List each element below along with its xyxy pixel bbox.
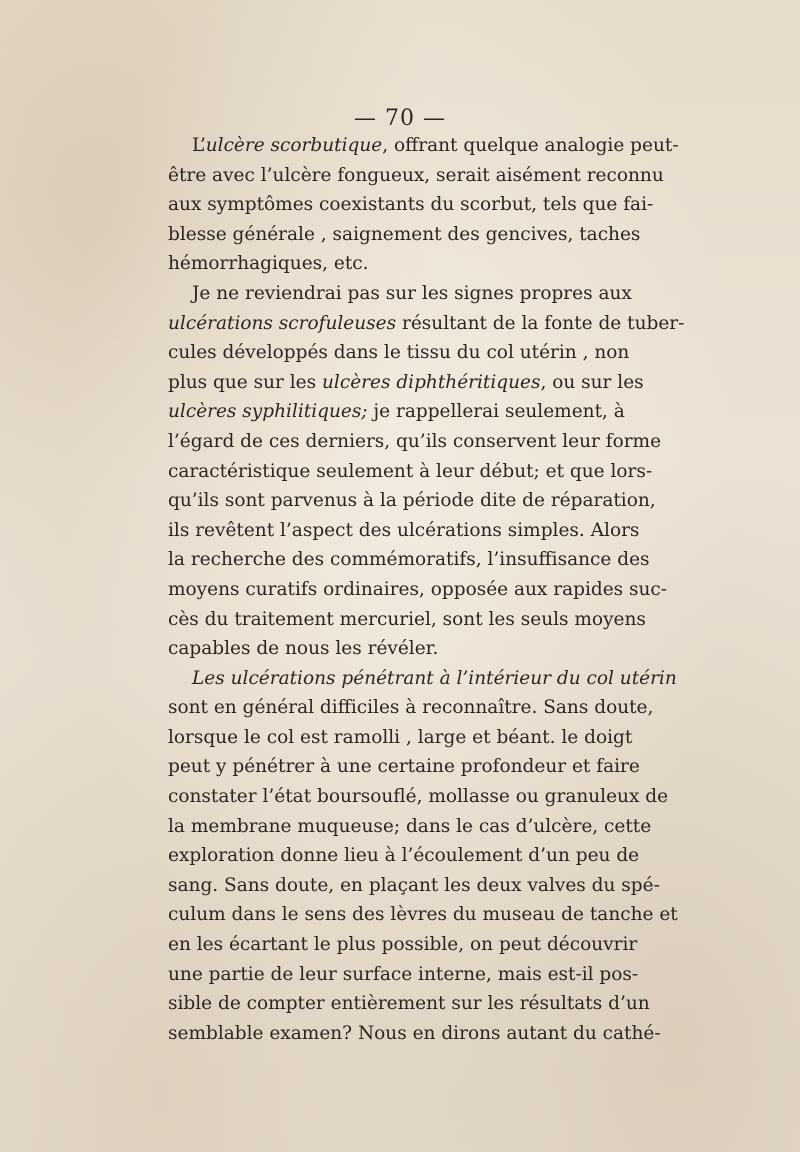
text-run: sible de compter entièrement sur les résultats d’un	[168, 993, 650, 1015]
text-line	[168, 545, 650, 575]
italic-text: ulcères syphilitiques;	[168, 401, 368, 423]
text-run: en les écartant le plus possible, on peut découvrir	[168, 934, 638, 956]
text-line	[168, 309, 685, 339]
text-run: aux symptômes coexistants du scorbut, tels que fai-	[168, 194, 654, 216]
text-line	[168, 605, 646, 635]
text-run: qu’ils sont parvenus à la période dite de réparation,	[168, 490, 656, 512]
text-line	[168, 634, 598, 664]
text-run: L’	[192, 135, 206, 156]
text-run: Je ne reviendrai pas sur les signes propres aux	[192, 282, 632, 304]
text-run: exploration donne lieu à l’écoulement d’un peu de	[168, 845, 640, 867]
text-line	[168, 812, 652, 842]
text-run: capables de nous les révéler.	[168, 638, 439, 660]
text-line	[168, 338, 630, 368]
text-line	[168, 930, 638, 960]
text-line	[168, 752, 640, 782]
text-run: sang. Sans doute, en plaçant les deux valves du spé-	[168, 874, 660, 896]
text-line	[168, 782, 669, 812]
text-line	[168, 279, 632, 309]
text-run: la membrane muqueuse; dans le cas d’ulcère, cette	[168, 815, 652, 837]
text-run: , offrant quelque analogie peut-	[382, 135, 679, 156]
text-line	[168, 249, 598, 279]
text-run: sont en général difficiles à reconnaître. Sans doute,	[168, 697, 654, 719]
text-line	[168, 368, 644, 398]
page-number: — 70 —	[354, 106, 446, 131]
text-run: semblable examen? Nous en dirons autant du cathé-	[168, 1022, 661, 1044]
text-run: cules développés dans le tissu du col utérin , non	[168, 342, 630, 364]
text-line	[168, 220, 641, 250]
text-run: résultant de la fonte de tuber-	[396, 312, 685, 334]
text-run: culum dans le sens des lèvres du museau de tanche et	[168, 904, 678, 926]
text-line	[168, 397, 625, 427]
text-run: peut y pénétrer à une certaine profondeur et faire	[168, 756, 640, 778]
text-line	[168, 427, 662, 457]
text-line	[168, 693, 654, 723]
italic-text: ulcère scorbutique	[205, 135, 383, 156]
text-run: l’égard de ces derniers, qu’ils conservent leur forme	[168, 430, 662, 452]
text-line	[168, 161, 664, 191]
text-run: blesse générale , saignement des gencives, taches	[168, 223, 641, 245]
text-line	[168, 486, 656, 516]
text-line	[168, 723, 633, 753]
text-run: ils revêtent l’aspect des ulcérations simples. Alors	[168, 519, 640, 541]
text-run: plus que sur les	[168, 371, 323, 393]
text-line	[168, 457, 653, 487]
text-line	[168, 575, 668, 605]
text-run: cès du traitement mercuriel, sont les seuls moyens	[168, 608, 646, 630]
text-run: hémorrhagiques, etc.	[168, 253, 369, 275]
text-run: constater l’état boursouflé, mollasse ou granuleux de	[168, 786, 669, 808]
text-line	[168, 841, 640, 871]
text-line	[168, 960, 639, 990]
text-line	[168, 131, 679, 161]
text-line	[168, 871, 660, 901]
text-run: caractéristique seulement à leur début; et que lors-	[168, 460, 653, 482]
text-run: , ou sur les	[540, 371, 644, 393]
text-run: être avec l’ulcère fongueux, serait aisément reconnu	[168, 164, 664, 186]
text-run: je rappellerai seulement, à	[367, 401, 625, 423]
italic-text: ulcérations scrofuleuses	[168, 312, 397, 334]
text-run: moyens curatifs ordinaires, opposée aux rapides suc-	[168, 578, 668, 600]
text-run: la recherche des commémoratifs, l’insuffisance des	[168, 549, 650, 571]
text-line	[168, 516, 640, 546]
text-run: une partie de leur surface interne, mais est-il pos-	[168, 963, 639, 985]
italic-text: Les ulcérations pénétrant à l’intérieur du col utérin	[192, 667, 677, 689]
italic-text: ulcères diphthéritiques	[322, 371, 541, 393]
text-line	[168, 989, 650, 1019]
text-line	[168, 664, 677, 694]
text-run: lorsque le col est ramolli , large et béant. le doigt	[168, 726, 633, 748]
text-line	[168, 190, 654, 220]
text-line	[168, 1019, 661, 1049]
body-text	[168, 131, 685, 1048]
text-line	[168, 900, 678, 930]
